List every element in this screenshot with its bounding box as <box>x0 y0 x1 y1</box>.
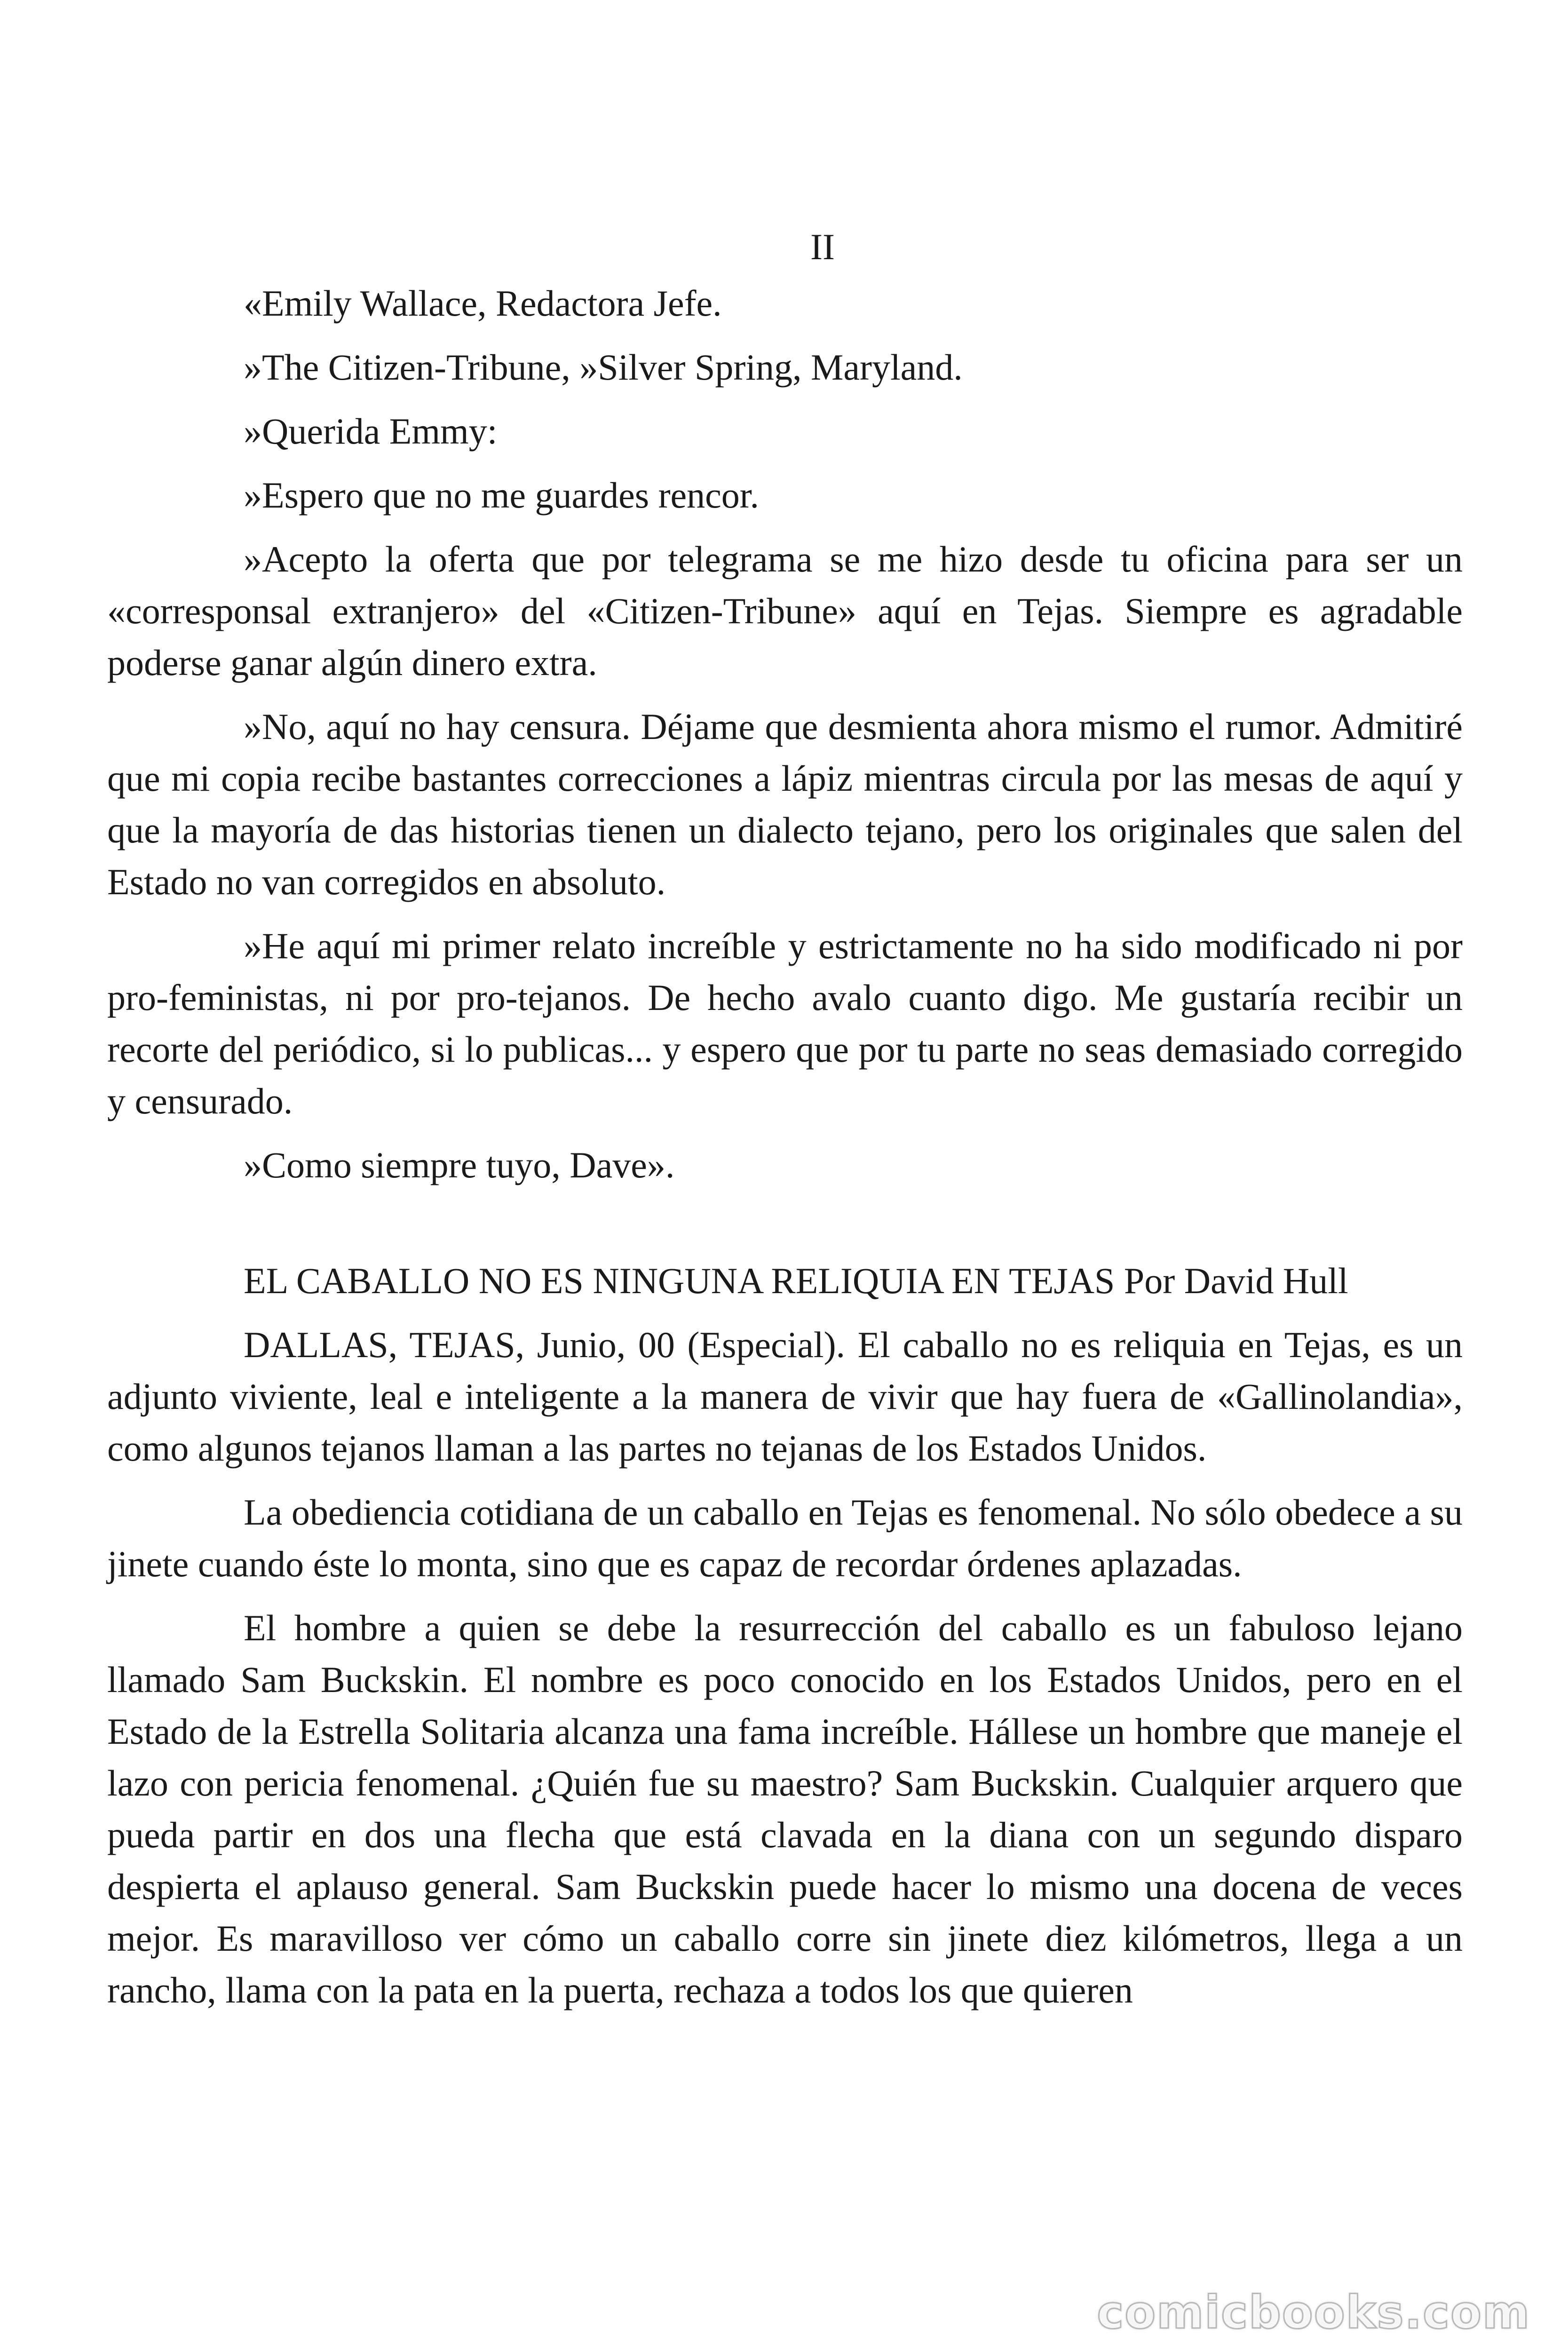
article-headline: EL CABALLO NO ES NINGUNA RELIQUIA EN TEJAS Por David Hull <box>244 1260 1348 1301</box>
article-paragraph: DALLAS, TEJAS, Junio, 00 (Especial). El caballo no es reliquia en Tejas, es un adjunto viviente, leal e inteligente a la manera de vivir que hay fuera de «Gallinolandia», como algunos tejanos llaman a las partes no tejanas de los Estados Unidos. <box>107 1324 1463 1469</box>
chapter-number: II <box>810 226 835 267</box>
letter-paragraph: «Emily Wallace, Redactora Jefe. <box>244 283 722 324</box>
letter-signoff: »Como siempre tuyo, Dave». <box>244 1144 675 1185</box>
letter-paragraph: »Espero que no me guardes rencor. <box>244 475 759 516</box>
letter-paragraph: »Querida Emmy: <box>244 411 498 452</box>
site-watermark: comicbooks.com <box>1097 2286 1530 2339</box>
section-break <box>107 1203 1463 1255</box>
letter-paragraph: »No, aquí no hay censura. Déjame que desmienta ahora mismo el rumor. Admitiré que mi copia recibe bastantes correcciones a lápiz mientras circula por las mesas de aquí y que la mayoría de das historias tienen un dialecto tejano, pero los originales que salen del Estado no van corregidos en absoluto. <box>107 706 1463 902</box>
text-column <box>107 221 1463 2028</box>
article-paragraph: El hombre a quien se debe la resurrección del caballo es un fabuloso lejano llamado Sam Buckskin. El nombre es poco conocido en los Estados Unidos, pero en el Estado de la Estrella Solitaria alcanza una fama increíble. Hállese un hombre que maneje el lazo con pericia fenomenal. ¿Quién fue su maestro? Sam Buckskin. Cualquier arquero que pueda partir en dos una flecha que está clavada en la diana con un segundo disparo despierta el aplauso general. Sam Buckskin puede hacer lo mismo una docena de veces mejor. Es maravilloso ver cómo un caballo corre sin jinete diez kilómetros, llega a un rancho, llama con la pata en la puerta, rechaza a todos los que quieren <box>107 1607 1463 2010</box>
letter-paragraph: »He aquí mi primer relato increíble y estrictamente no ha sido modificado ni por pro-feministas, ni por pro-tejanos. De hecho avalo cuanto digo. Me gustaría recibir un recorte del periódico, si lo publicas... y espero que por tu parte no seas demasiado corregido y censurado. <box>107 925 1463 1121</box>
letter-paragraph: »Acepto la oferta que por telegrama se me hizo desde tu oficina para ser un «corresponsal extranjero» del «Citizen-Tribune» aquí en Tejas. Siempre es agradable poderse ganar algún dinero extra. <box>107 539 1463 683</box>
letter-paragraph: »The Citizen-Tribune, »Silver Spring, Maryland. <box>244 347 963 388</box>
article-paragraph: La obediencia cotidiana de un caballo en Tejas es fenomenal. No sólo obedece a su jinete cuando éste lo monta, sino que es capaz de recordar órdenes aplazadas. <box>107 1492 1463 1584</box>
